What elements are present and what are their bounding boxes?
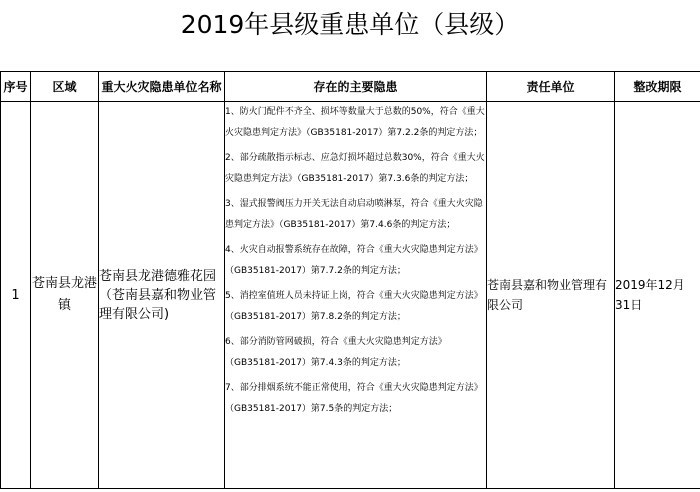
hazard-item-4: 4、火灾自动报警系统存在故障，符合《重大火灾隐患判定方法》（GB35181-2017）第7.7.2条的判定方法；	[225, 245, 483, 276]
hazard-table	[0, 71, 700, 489]
hazard-item-2: 2、部分疏散指示标志、应急灯损坏超过总数30%，符合《重大火灾隐患判定方法》（GB35181-2017）第7.3.6条的判定方法；	[225, 153, 485, 184]
hazard-item-7: 7、部分排烟系统不能正常使用，符合《重大火灾隐患判定方法》（GB35181-2017）第7.5条的判定方法；	[225, 383, 483, 414]
cell-main-hazards	[225, 102, 487, 489]
header-responsible-unit: 责任单位	[487, 72, 615, 102]
header-main-hazards: 存在的主要隐患	[225, 72, 487, 102]
cell-seq: 1	[1, 102, 31, 489]
cell-area: 苍南县龙港镇	[31, 102, 99, 489]
cell-deadline: 2019年12月31日	[615, 102, 700, 489]
table-header-row	[1, 72, 700, 102]
hazard-item-1: 1、防火门配件不齐全、损坏等数量大于总数的50%，符合《重大火灾隐患判定方法》（GB35181-2017）第7.2.2条的判定方法；	[225, 107, 485, 138]
header-seq: 序号	[1, 72, 31, 102]
header-unit-name: 重大火灾隐患单位名称	[99, 72, 225, 102]
hazard-item-3: 3、湿式报警阀压力开关无法自动启动喷淋泵，符合《重大火灾隐患判定方法》（GB35181-2017）第7.4.6条的判定方法；	[225, 199, 483, 230]
header-deadline: 整改期限	[615, 72, 700, 102]
cell-responsible-unit: 苍南县嘉和物业管理有限公司	[487, 102, 615, 489]
page-title: 2019年县级重患单位（县级）	[180, 10, 520, 39]
header-area: 区域	[31, 72, 99, 102]
hazard-item-5: 5、消控室值班人员未持证上岗，符合《重大火灾隐患判定方法》（GB35181-2017）第7.8.2条的判定方法；	[225, 291, 483, 322]
table-row	[1, 102, 700, 489]
hazard-item-6: 6、部分消防管网破损，符合《重大火灾隐患判定方法》（GB35181-2017）第7.4.3条的判定方法；	[225, 337, 447, 368]
cell-unit-name: 苍南县龙港德雅花园（苍南县嘉和物业管理有限公司)	[99, 102, 225, 489]
